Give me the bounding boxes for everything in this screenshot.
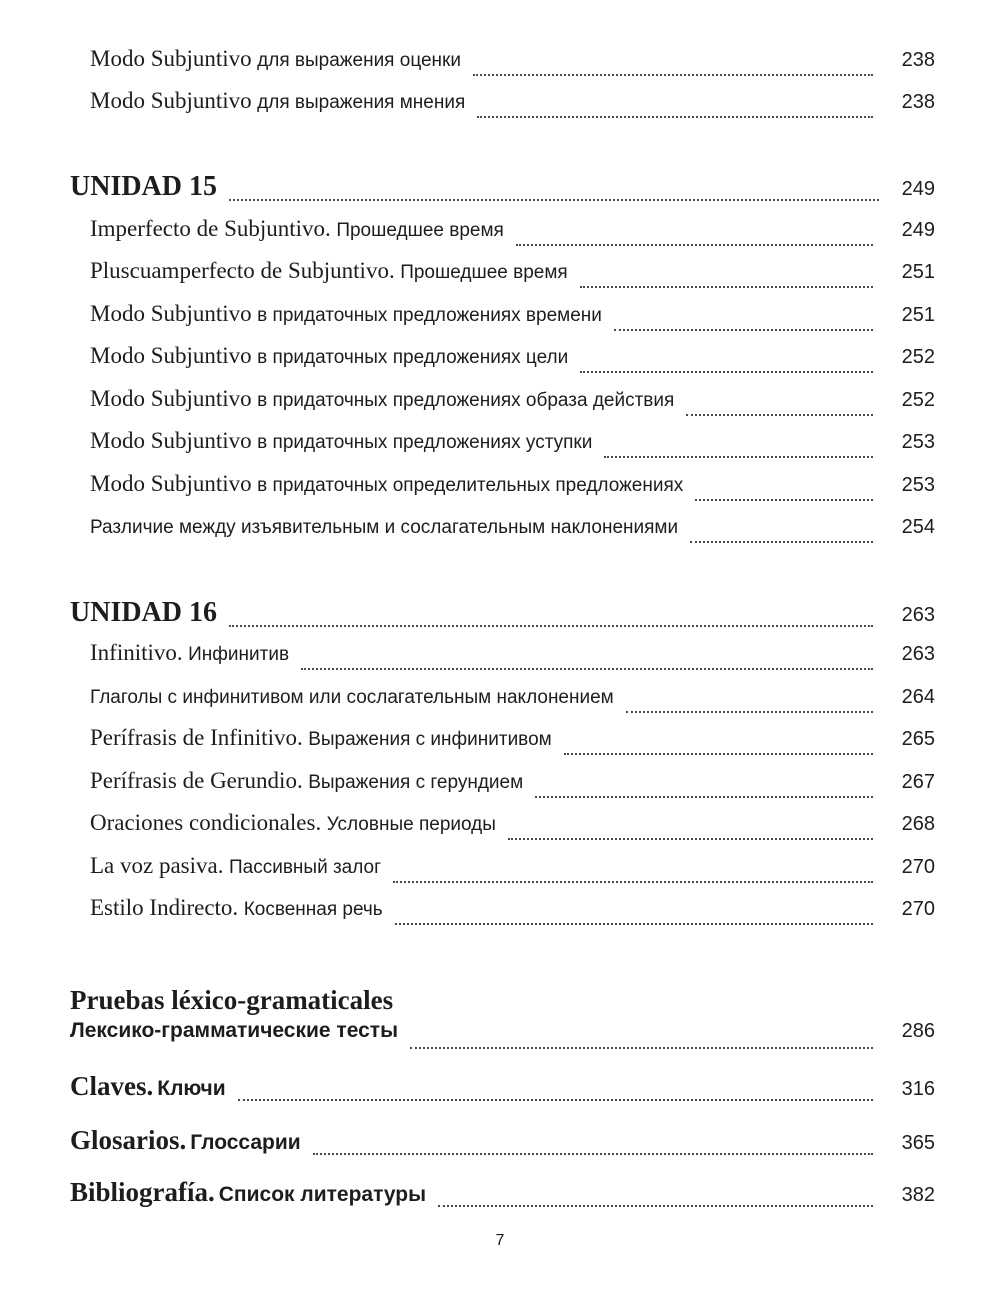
- toc-entry[interactable]: [0, 810, 1000, 850]
- entry-page: 267: [901, 771, 935, 793]
- entry-es: Perífrasis de Infinitivo.: [90, 725, 303, 750]
- bibliografia-entry[interactable]: [0, 1177, 1000, 1217]
- toc-entry[interactable]: [0, 301, 1000, 341]
- entry-ru: Пассивный залог: [228, 857, 382, 878]
- entry-ru: Прошедшее время: [400, 262, 568, 283]
- toc-entry[interactable]: [0, 428, 1000, 468]
- entry-ru: Косвенная речь: [243, 899, 383, 920]
- dot-leader: [410, 1047, 873, 1049]
- entry-es: La voz pasiva.: [90, 853, 224, 878]
- entry-page: 253: [901, 431, 935, 453]
- entry-es: Imperfecto de Subjuntivo.: [90, 216, 331, 241]
- toc-entry[interactable]: [0, 46, 1000, 86]
- dot-leader: [535, 796, 873, 798]
- entry-es: Modo Subjuntivo: [90, 46, 252, 71]
- dot-leader: [580, 286, 873, 288]
- entry-page: 238: [901, 49, 935, 71]
- dot-leader: [580, 371, 873, 373]
- entry-es: Infinitivo.: [90, 640, 183, 665]
- entry-page: 365: [901, 1132, 935, 1154]
- entry-ru: в придаточных предложениях образа действия: [257, 390, 675, 411]
- tests-entry[interactable]: [0, 1019, 1000, 1059]
- entry-ru: Выражения с инфинитивом: [308, 729, 552, 750]
- unit-title: UNIDAD 16: [70, 597, 217, 628]
- entry-es: Modo Subjuntivo: [90, 471, 252, 496]
- entry-page: 254: [901, 516, 935, 538]
- entry-ru: Список литературы: [218, 1183, 427, 1206]
- toc-entry[interactable]: [0, 683, 1000, 723]
- glosarios-entry[interactable]: [0, 1125, 1000, 1165]
- dot-leader: [477, 116, 873, 118]
- unit-16-heading[interactable]: [0, 597, 1000, 637]
- entry-page: 252: [901, 389, 935, 411]
- toc-entry[interactable]: [0, 725, 1000, 765]
- entry-page: 270: [901, 898, 935, 920]
- dot-leader: [238, 1099, 873, 1101]
- entry-ru: Глоссарии: [190, 1131, 301, 1154]
- entry-ru: Различие между изъявительным и сослагательным наклонениями: [90, 517, 679, 538]
- entry-es: Modo Subjuntivo: [90, 386, 252, 411]
- unit-page: 263: [901, 604, 935, 626]
- dot-leader: [686, 414, 873, 416]
- entry-page: 286: [901, 1020, 935, 1042]
- dot-leader: [473, 74, 873, 76]
- entry-ru: в придаточных предложениях уступки: [257, 432, 593, 453]
- toc-entry[interactable]: [0, 640, 1000, 680]
- entry-es: Modo Subjuntivo: [90, 301, 252, 326]
- entry-page: 252: [901, 346, 935, 368]
- entry-page: 382: [901, 1184, 935, 1206]
- entry-page: 264: [901, 686, 935, 708]
- dot-leader: [564, 753, 873, 755]
- claves-entry[interactable]: [0, 1071, 1000, 1111]
- entry-es: Glosarios.: [70, 1125, 187, 1155]
- entry-es: Modo Subjuntivo: [90, 343, 252, 368]
- entry-ru: Лексико-грамматические тесты: [70, 1019, 399, 1042]
- entry-es: Estilo Indirecto.: [90, 895, 239, 920]
- entry-es: Oraciones condicionales.: [90, 810, 322, 835]
- toc-entry[interactable]: [0, 88, 1000, 128]
- entry-es: Modo Subjuntivo: [90, 88, 252, 113]
- entry-ru: Условные периоды: [326, 814, 496, 835]
- entry-ru: Выражения с герундием: [308, 772, 524, 793]
- dot-leader: [229, 199, 879, 201]
- entry-ru: Глаголы с инфинитивом или сослагательным наклонением: [90, 687, 614, 708]
- entry-page: 251: [901, 261, 935, 283]
- dot-leader: [438, 1205, 873, 1207]
- entry-ru: Инфинитив: [188, 644, 290, 665]
- toc-entry[interactable]: [0, 895, 1000, 935]
- entry-page: 316: [901, 1078, 935, 1100]
- dot-leader: [695, 499, 873, 501]
- entry-es: Bibliografía.: [70, 1177, 215, 1207]
- toc-entry[interactable]: [0, 343, 1000, 383]
- entry-ru: в придаточных предложениях времени: [257, 305, 602, 326]
- dot-leader: [229, 625, 873, 627]
- dot-leader: [395, 923, 873, 925]
- entry-ru: Прошедшее время: [336, 220, 504, 241]
- entry-ru: в придаточных предложениях цели: [257, 347, 569, 368]
- entry-page: 265: [901, 728, 935, 750]
- entry-page: 253: [901, 474, 935, 496]
- toc-entry[interactable]: [0, 216, 1000, 256]
- toc-entry[interactable]: [0, 768, 1000, 808]
- dot-leader: [516, 244, 873, 246]
- entry-page: 263: [901, 643, 935, 665]
- entry-page: 268: [901, 813, 935, 835]
- entry-ru: для выражения мнения: [257, 92, 466, 113]
- entry-ru: Ключи: [157, 1077, 226, 1100]
- entry-ru: для выражения оценки: [257, 50, 461, 71]
- dot-leader: [313, 1153, 873, 1155]
- entry-es: Perífrasis de Gerundio.: [90, 768, 303, 793]
- entry-page: 270: [901, 856, 935, 878]
- unit-page: 249: [901, 178, 935, 200]
- dot-leader: [626, 711, 873, 713]
- entry-ru: в придаточных определительных предложениях: [257, 475, 684, 496]
- entry-page: 251: [901, 304, 935, 326]
- entry-es: Pluscuamperfecto de Subjuntivo.: [90, 258, 395, 283]
- entry-page: 249: [901, 219, 935, 241]
- tests-heading: Pruebas léxico-gramaticales: [70, 985, 394, 1015]
- entry-es: Modo Subjuntivo: [90, 428, 252, 453]
- dot-leader: [690, 541, 873, 543]
- entry-es: Claves.: [70, 1071, 154, 1101]
- dot-leader: [614, 329, 873, 331]
- dot-leader: [301, 668, 873, 670]
- dot-leader: [393, 881, 873, 883]
- toc-entry[interactable]: [0, 853, 1000, 893]
- page-number: 7: [495, 1232, 505, 1249]
- toc-entry[interactable]: [0, 258, 1000, 298]
- unit-15-heading[interactable]: [0, 171, 1000, 211]
- dot-leader: [604, 456, 873, 458]
- toc-entry[interactable]: [0, 386, 1000, 426]
- unit-title: UNIDAD 15: [70, 171, 217, 202]
- entry-page: 238: [901, 91, 935, 113]
- toc-entry[interactable]: [0, 513, 1000, 553]
- toc-entry[interactable]: [0, 471, 1000, 511]
- dot-leader: [508, 838, 873, 840]
